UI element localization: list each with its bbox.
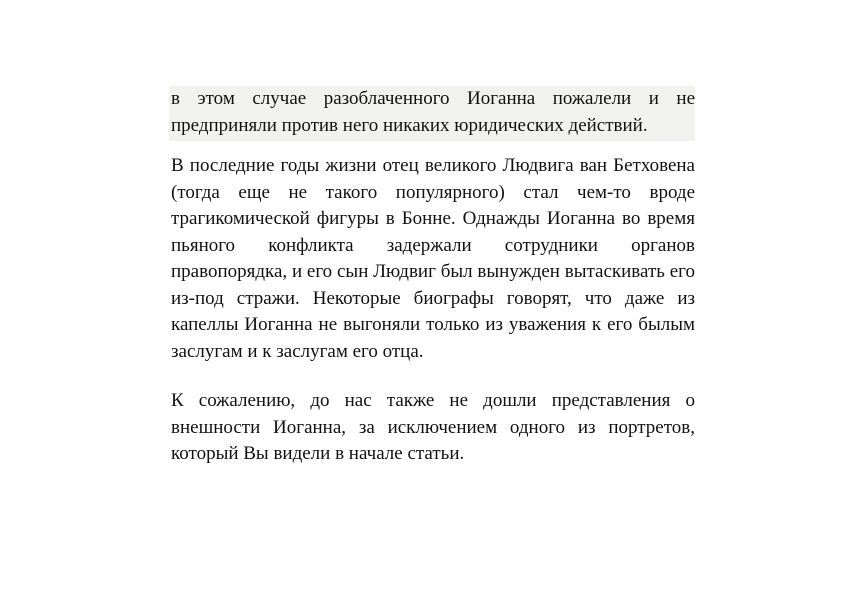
paragraph: К сожалению, до нас также не дошли представления о внешности Иоганна, за исключением одного из портретов, который Вы видели в начале статьи. [171, 390, 695, 464]
paragraph-highlighted: в этом случае разоблаченного Иоганна пожалели и не предприняли против него никаких юридических действий. [169, 86, 695, 141]
paragraph: В последние годы жизни отец великого Людвига ван Бетховена (тогда еще не такого популярного) стал чем-то вроде трагикомической фигуры в Бонне. Однажды Иоганна во время пьяного конфликта задержали сотрудники органов правопорядка, и его сын Людвиг был вынужден вытаскивать его из-под стражи. Некоторые биографы говорят, что даже из капеллы Иоганна не выгоняли только из уважения к его былым заслугам и к заслугам его отца. [171, 155, 695, 362]
text-column [171, 86, 695, 468]
